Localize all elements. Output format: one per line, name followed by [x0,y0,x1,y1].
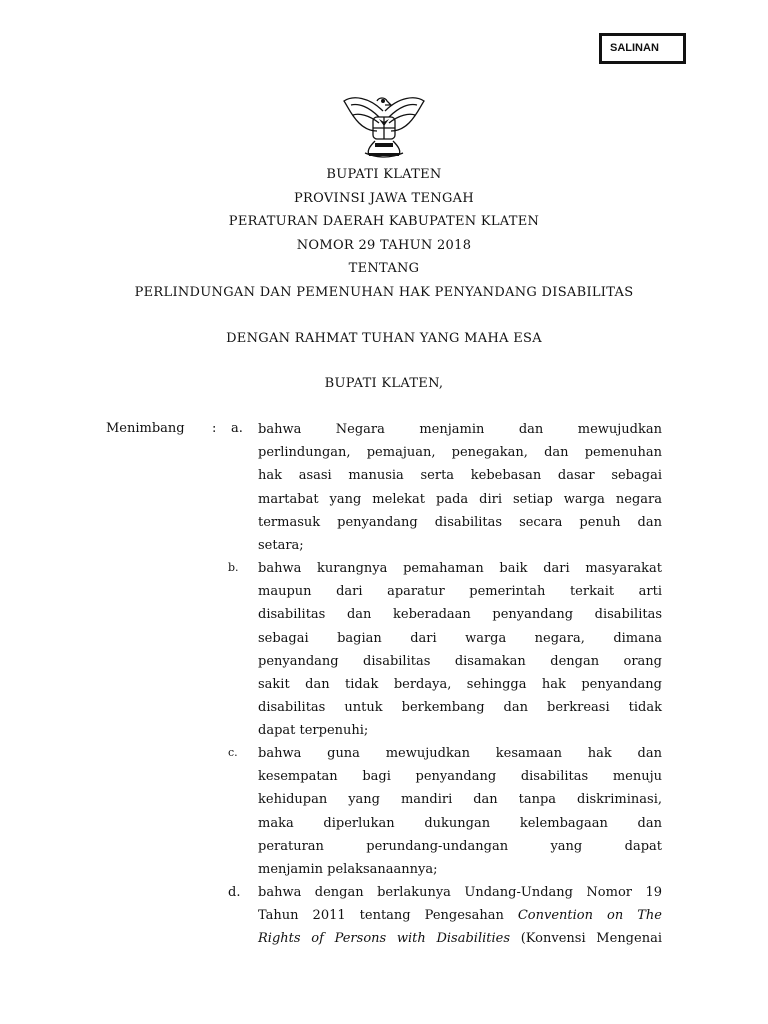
salinan-stamp: SALINAN [599,33,686,64]
item-a-line: termasuk penyandang disabilitas secara penuh dan [258,514,662,530]
item-b-line: disabilitas untuk berkembang dan berkreasi tidak [258,700,662,716]
item-b-line: penyandang disabilitas disamakan dengan orang [258,653,662,669]
header-subject: PERLINDUNGAN DAN PEMENUHAN HAK PENYANDANG DISABILITAS [134,285,634,300]
item-d-line: bahwa dengan berlakunya Undang-Undang Nomor 19 [258,885,662,900]
item-c-line: peraturan perundang-undangan yang dapat [258,838,662,854]
menimbang-label: Menimbang [106,421,185,436]
header-tentang: TENTANG [348,261,420,276]
menimbang-colon: : [212,421,217,436]
item-b-line: bahwa kurangnya pemahaman baik dari masyarakat [258,561,662,576]
header-preamble: DENGAN RAHMAT TUHAN YANG MAHA ESA [226,331,542,346]
item-c-line: kehidupan yang mandiri dan tanpa diskriminasi, [258,792,662,808]
item-a [258,418,662,557]
item-c-line: bahwa guna mewujudkan kesamaan hak dan [258,746,662,761]
item-a-line: hak asasi manusia serta kebebasan dasar sebagai [258,468,662,484]
item-a-line: setara; [258,537,304,553]
header-number: NOMOR 29 TAHUN 2018 [296,238,472,253]
garuda-emblem [339,93,429,161]
item-c-marker: c. [228,746,238,759]
item-b-line: maupun dari aparatur pemerintah terkait arti [258,584,662,600]
item-c-line: menjamin pelaksanaannya; [258,861,438,877]
item-b-line: disabilitas dan keberadaan penyandang disabilitas [258,607,662,623]
item-d-convention-title: Rights of Persons with Disabilities [258,931,511,947]
item-d-convention-title: Convention on The [517,908,662,924]
item-a-line: martabat yang melekat pada diri setiap warga negara [258,491,662,507]
item-a-line: perlindungan, pemajuan, penegakan, dan pemenuhan [258,445,662,461]
item-d-text: Tahun 2011 tentang Pengesahan [258,908,504,924]
item-d-marker: d. [228,885,241,900]
item-d-line [258,927,662,950]
item-d-line [258,904,662,927]
item-a-line: bahwa Negara menjamin dan mewujudkan [258,422,662,437]
item-d [258,881,662,951]
item-a-marker: a. [231,421,243,436]
header-regent: BUPATI KLATEN [326,167,442,182]
header-regulation: PERATURAN DAERAH KABUPATEN KLATEN [228,214,540,229]
item-d-text: (Konvensi Mengenai [520,931,662,947]
item-b-line: sebagai bagian dari warga negara, dimana [258,630,662,646]
item-c-line: kesempatan bagi penyandang disabilitas menuju [258,769,662,785]
item-b-marker: b. [228,561,239,574]
header-province: PROVINSI JAWA TENGAH [294,191,474,206]
item-b [258,557,662,743]
item-b-line: sakit dan tidak berdaya, sehingga hak penyandang [258,676,662,692]
header-regent-comma: BUPATI KLATEN, [324,376,444,391]
item-c-line: maka diperlukan dukungan kelembagaan dan [258,815,662,831]
item-c [258,742,662,881]
item-b-line: dapat terpenuhi; [258,723,369,739]
